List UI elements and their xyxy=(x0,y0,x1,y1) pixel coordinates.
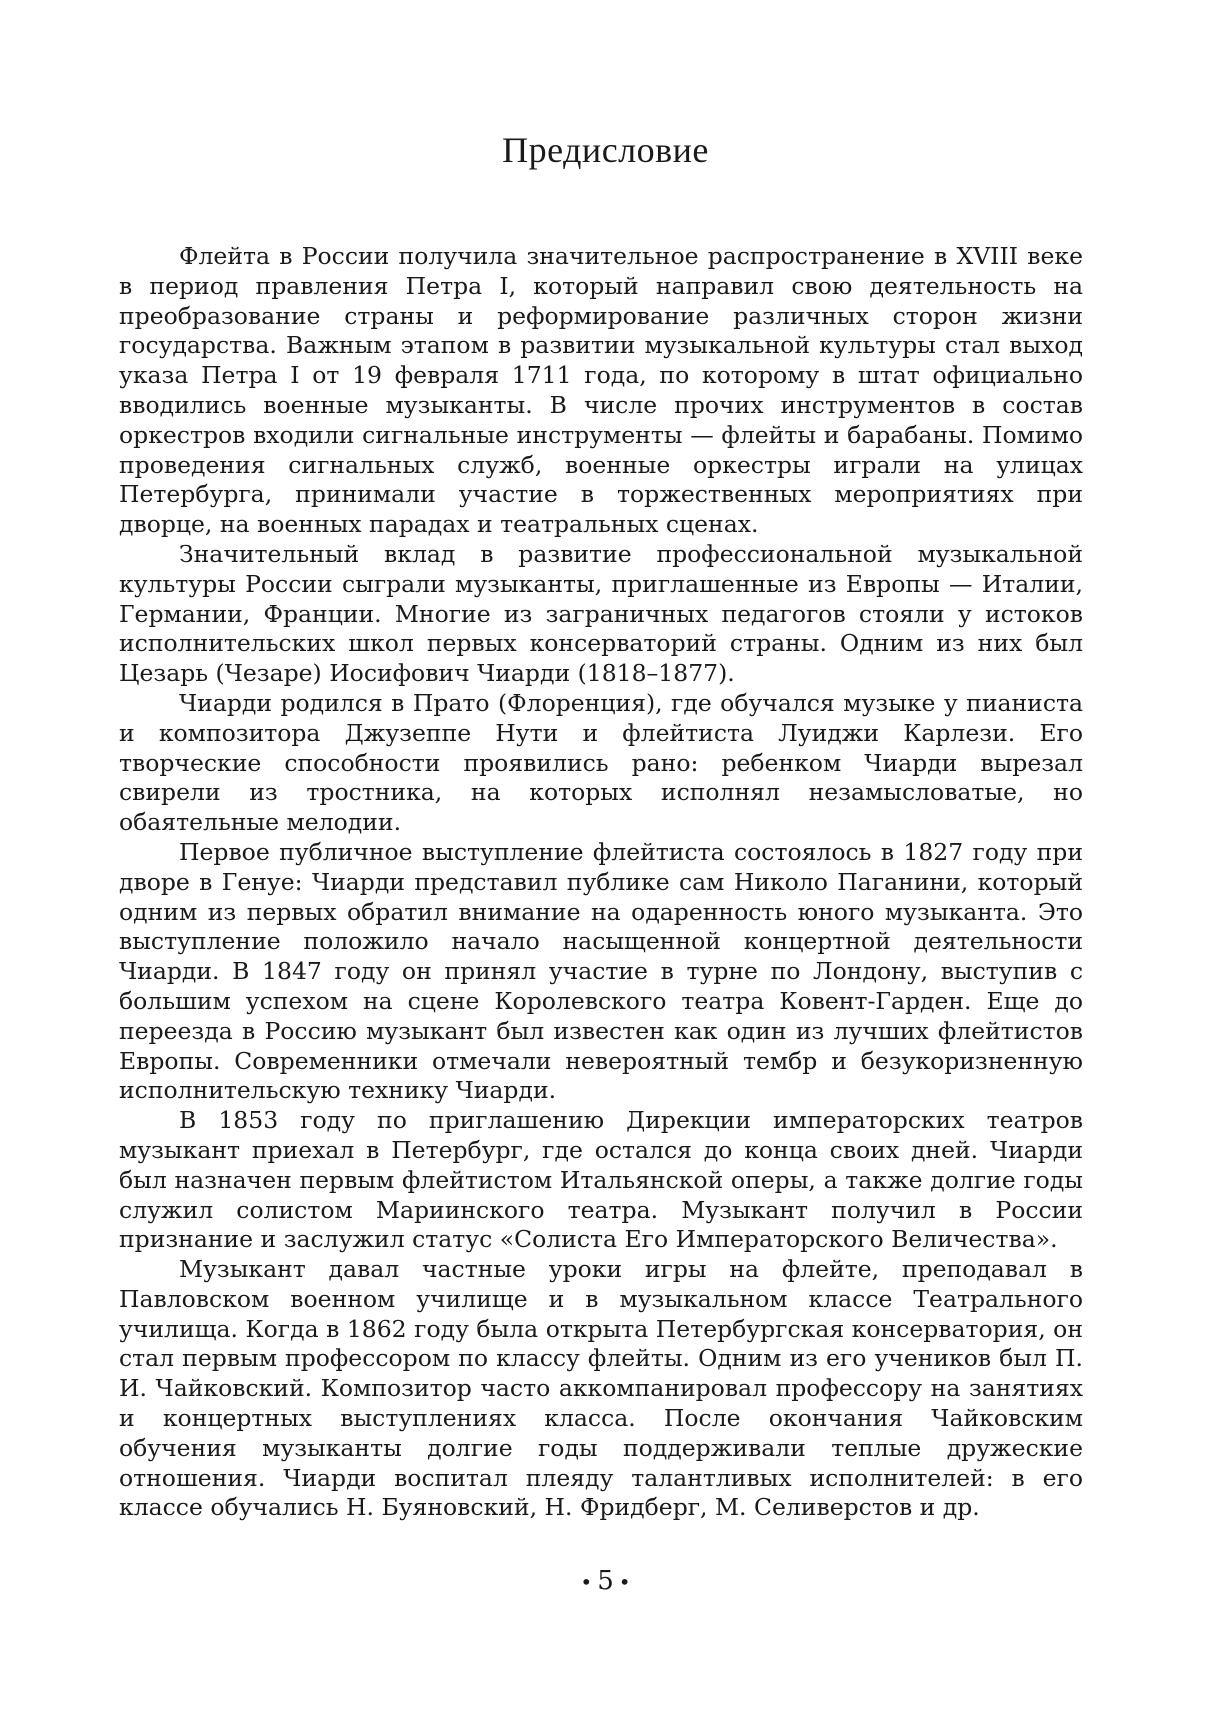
page-number-ornament-right: • xyxy=(618,1570,631,1594)
paragraph-3: Чиарди родился в Прато (Флоренция), где обучался музыке у пианиста и композитора Джузеппе Нути и флейтиста Луиджи Карлези. Его творческие способности проявились рано: ребенком Чиарди вырезал свирели из тростника, на которых исполнял незамысловатые, но обаятельные мелодии. xyxy=(119,688,1083,837)
paragraph-1: Флейта в России получила значительное распространение в XVIII веке в период правления Петра I, который направил свою деятельность на преобразование страны и реформирование различных сторон жизни государства. Важным этапом в развитии музыкальной культуры стал выход указа Петра I от 19 февраля 1711 года, по которому в штат официально вводились военные музыканты. В числе прочих инструментов в состав оркестров входили сигнальные инструменты — флейты и барабаны. Помимо проведения сигнальных служб, военные оркестры играли на улицах Петербурга, принимали участие в торжественных мероприятиях при дворце, на военных парадах и театральных сценах. xyxy=(119,242,1083,539)
page-number: 5 xyxy=(597,1566,614,1596)
body-text xyxy=(119,242,1083,1523)
paragraph-5: В 1853 году по приглашению Дирекции императорских театров музыкант приехал в Петербург, где остался до конца своих дней. Чиарди был назначен первым флейтистом Итальянской оперы, а также долгие годы служил солистом Мариинского театра. Музыкант получил в России признание и заслужил статус «Солиста Его Императорского Величества». xyxy=(119,1106,1083,1254)
paragraph-4: Первое публичное выступление флейтиста состоялось в 1827 году при дворе в Генуе: Чиарди представил публике сам Николо Паганини, который одним из первых обратил внимание на одаренность юного музыканта. Это выступление положило начало насыщенной концертной деятельности Чиарди. В 1847 году он принял участие в турне по Лондону, выступив с большим успехом на сцене Королевского театра Ковент-Гарден. Еще до переезда в Россию музыкант был известен как один из лучших флейтистов Европы. Современники отмечали невероятный тембр и безукоризненную исполнительскую технику Чиарди. xyxy=(119,837,1083,1105)
paragraph-2: Значительный вклад в развитие профессиональной музыкальной культуры России сыграли музыканты, приглашенные из Европы — Италии, Германии, Франции. Многие из заграничных педагогов стояли у истоков исполнительских школ первых консерваторий страны. Одним из них был Цезарь (Чезаре) Иосифович Чиарди (1818–1877). xyxy=(119,539,1083,688)
page-title: Предисловие xyxy=(502,130,709,170)
paragraph-6: Музыкант давал частные уроки игры на флейте, преподавал в Павловском военном училище и в музыкальном классе Театрального училища. Когда в 1862 году была открыта Петербургская консерватория, он стал первым профессором по классу флейты. Одним из его учеников был П. И. Чайковский. Композитор часто аккомпанировал профессору на занятиях и концертных выступлениях класса. После окончания Чайковским обучения музыканты долгие годы поддерживали теплые дружеские отношения. Чиарди воспитал плеяду талантливых исполнителей: в его классе обучались Н. Буяновский, Н. Фридберг, М. Селиверстов и др. xyxy=(119,1255,1083,1522)
page-number-ornament-left: • xyxy=(580,1570,593,1594)
page-number-footer xyxy=(0,1566,1211,1597)
